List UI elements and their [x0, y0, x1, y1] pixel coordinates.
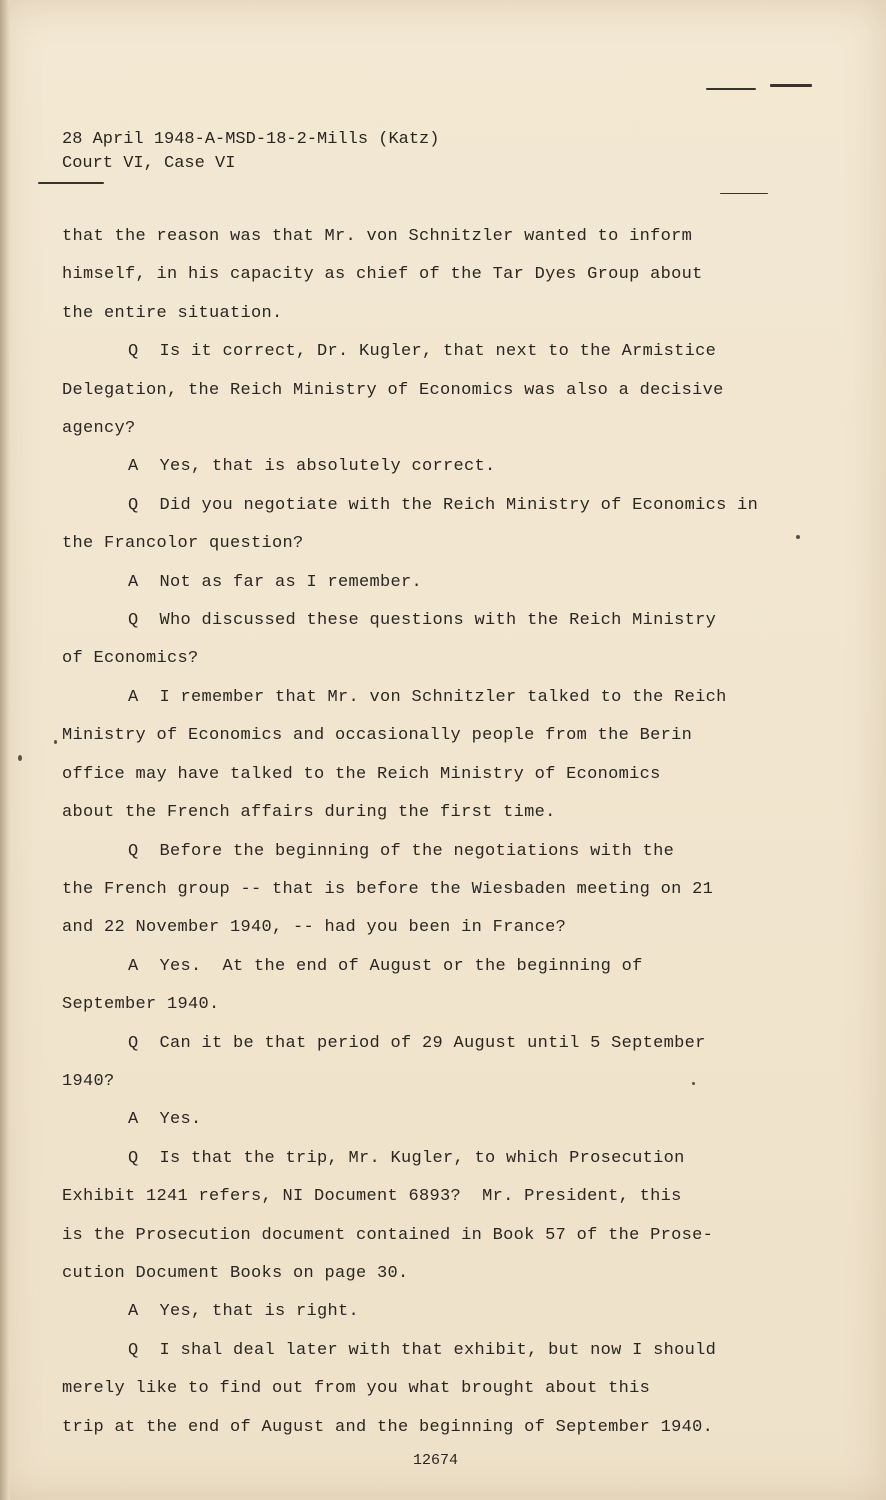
- transcript-line: merely like to find out from you what brought about this: [62, 1379, 651, 1399]
- transcript-line: that the reason was that Mr. von Schnitzler wanted to inform: [62, 227, 693, 246]
- document-header: [62, 128, 439, 176]
- transcript-line: A Not as far as I remember.: [128, 572, 423, 592]
- transcript-line: Q Did you negotiate with the Reich Ministry of Economics in: [128, 495, 759, 515]
- ink-speck: [54, 740, 57, 744]
- transcript-line: the Francolor question?: [62, 534, 304, 554]
- transcript-line: Q Before the beginning of the negotiations with the: [128, 841, 675, 861]
- transcript-line: and 22 November 1940, -- had you been in France?: [62, 918, 567, 938]
- transcript-line: Q Can it be that period of 29 August until 5 September: [128, 1033, 706, 1053]
- top-right-mark: [706, 88, 756, 90]
- transcript-line: Q Is it correct, Dr. Kugler, that next to the Armistice: [128, 342, 717, 362]
- transcript-line: himself, in his capacity as chief of the Tar Dyes Group about: [62, 265, 703, 285]
- transcript-line: about the French affairs during the first time.: [62, 803, 556, 823]
- top-right-mark-2: [770, 84, 812, 87]
- header-underline-mark: [38, 182, 104, 184]
- transcript-line: Q Who discussed these questions with the Reich Ministry: [128, 611, 717, 631]
- transcript-line: Delegation, the Reich Ministry of Economics was also a decisive: [62, 380, 724, 400]
- ink-speck: [692, 1082, 695, 1085]
- transcript-line: Ministry of Economics and occasionally people from the Berin: [62, 726, 693, 746]
- page-number: 12674: [413, 1452, 459, 1469]
- ink-speck: [796, 535, 800, 539]
- transcript-line: the French group -- that is before the Wiesbaden meeting on 21: [62, 879, 714, 899]
- transcript-line: cution Document Books on page 30.: [62, 1263, 409, 1283]
- transcript-line: A Yes. At the end of August or the beginning of: [128, 956, 643, 976]
- transcript-line: 1940?: [62, 1071, 115, 1091]
- transcript-line: A Yes, that is absolutely correct.: [128, 457, 496, 477]
- transcript-line: Q I shal deal later with that exhibit, but now I should: [128, 1340, 717, 1360]
- transcript-line: Q Is that the trip, Mr. Kugler, to which Prosecution: [128, 1148, 685, 1168]
- transcript-line: office may have talked to the Reich Ministry of Economics: [62, 764, 661, 784]
- transcript-line: agency?: [62, 419, 136, 439]
- transcript-line: trip at the end of August and the beginning of September 1940.: [62, 1417, 714, 1437]
- ink-speck: [18, 755, 22, 761]
- transcript-line: Exhibit 1241 refers, NI Document 6893? Mr. President, this: [62, 1187, 682, 1207]
- transcript-line: the entire situation.: [62, 303, 283, 323]
- page-edge: [0, 0, 10, 1500]
- transcript-line: A Yes.: [128, 1110, 202, 1130]
- transcript-line: A I remember that Mr. von Schnitzler talked to the Reich: [128, 687, 727, 707]
- transcript-line: A Yes, that is right.: [128, 1302, 360, 1322]
- right-margin-mark: [720, 193, 768, 194]
- transcript-body: [62, 218, 822, 1447]
- transcript-line: of Economics?: [62, 649, 199, 669]
- transcript-line: September 1940.: [62, 995, 220, 1015]
- transcript-line: is the Prosecution document contained in Book 57 of the Prose-: [62, 1225, 714, 1245]
- header-court-line: Court VI, Case VI: [62, 154, 236, 173]
- header-date-line: 28 April 1948-A-MSD-18-2-Mills (Katz): [62, 130, 440, 149]
